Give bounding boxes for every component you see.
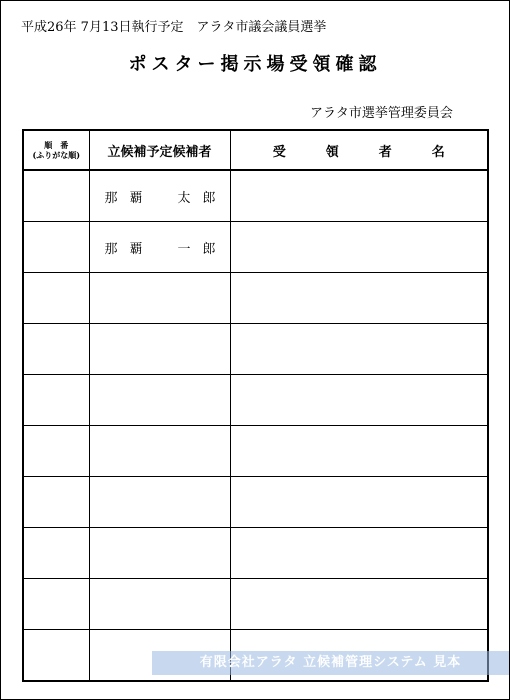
candidate-name-cell[interactable] xyxy=(89,477,230,528)
candidate-name-cell[interactable] xyxy=(89,273,230,324)
watermark-text: 有限会社アラタ 立候補管理システム 見本 xyxy=(199,655,462,670)
receipt-table xyxy=(22,129,489,682)
order-cell[interactable] xyxy=(23,324,89,375)
receiver-column-header xyxy=(230,130,488,170)
candidate-name-char: 那 xyxy=(104,190,118,206)
order-header-label: 順 番 xyxy=(44,140,69,150)
order-column-header xyxy=(23,130,89,170)
table-row xyxy=(23,324,488,375)
table-row xyxy=(23,579,488,630)
receiver-header-char: 者 xyxy=(378,144,392,160)
order-cell[interactable] xyxy=(23,170,89,222)
candidate-name-char: 那 xyxy=(104,241,118,257)
order-cell[interactable] xyxy=(23,477,89,528)
receiver-name-cell[interactable] xyxy=(230,375,488,426)
receiver-name-cell[interactable] xyxy=(230,426,488,477)
candidate-name-cell[interactable] xyxy=(89,375,230,426)
order-cell[interactable] xyxy=(23,579,89,630)
candidate-name-char: 郎 xyxy=(202,190,216,206)
table-row xyxy=(23,426,488,477)
order-cell[interactable] xyxy=(23,528,89,579)
order-cell[interactable] xyxy=(23,273,89,324)
receiver-name-cell[interactable] xyxy=(230,273,488,324)
candidate-name-cell[interactable] xyxy=(89,426,230,477)
table-row xyxy=(23,477,488,528)
candidate-name-char: 太 xyxy=(177,190,191,206)
document-title: ポスター掲示場受領確認 xyxy=(128,54,382,75)
table-row xyxy=(23,222,488,273)
election-header: 平成26年 7月13日執行予定 アラタ市議会議員選挙 xyxy=(21,20,327,35)
table-row xyxy=(23,528,488,579)
candidate-name-cell[interactable] xyxy=(89,579,230,630)
candidate-name-char: 覇 xyxy=(129,190,143,206)
candidate-name-char: 覇 xyxy=(129,241,143,257)
table-row xyxy=(23,170,488,222)
table-row xyxy=(23,273,488,324)
table-row xyxy=(23,375,488,426)
receiver-header-char: 受 xyxy=(272,144,286,160)
receiver-name-cell[interactable] xyxy=(230,477,488,528)
candidate-name-cell[interactable] xyxy=(89,528,230,579)
candidate-column-header: 立候補予定候補者 xyxy=(89,130,230,170)
receiver-header-char: 領 xyxy=(325,144,339,160)
table-header-row xyxy=(23,130,488,170)
candidate-name-cell[interactable] xyxy=(89,222,230,273)
candidate-name-cell[interactable] xyxy=(89,324,230,375)
receiver-header-char: 名 xyxy=(431,144,445,160)
candidate-name-char: 一 xyxy=(177,241,191,257)
receiver-name-cell[interactable] xyxy=(230,579,488,630)
candidate-name-cell[interactable] xyxy=(89,170,230,222)
sample-watermark xyxy=(152,651,509,675)
candidate-name-char: 郎 xyxy=(202,241,216,257)
receiver-name-cell[interactable] xyxy=(230,528,488,579)
order-cell[interactable] xyxy=(23,222,89,273)
order-header-sublabel: (ふりがな順) xyxy=(32,150,81,160)
receiver-name-cell[interactable] xyxy=(230,170,488,222)
order-cell[interactable] xyxy=(23,426,89,477)
issuer-name: アラタ市選挙管理委員会 xyxy=(310,106,453,121)
receiver-name-cell[interactable] xyxy=(230,324,488,375)
receiver-name-cell[interactable] xyxy=(230,222,488,273)
order-cell[interactable] xyxy=(23,375,89,426)
order-cell[interactable] xyxy=(23,630,89,682)
